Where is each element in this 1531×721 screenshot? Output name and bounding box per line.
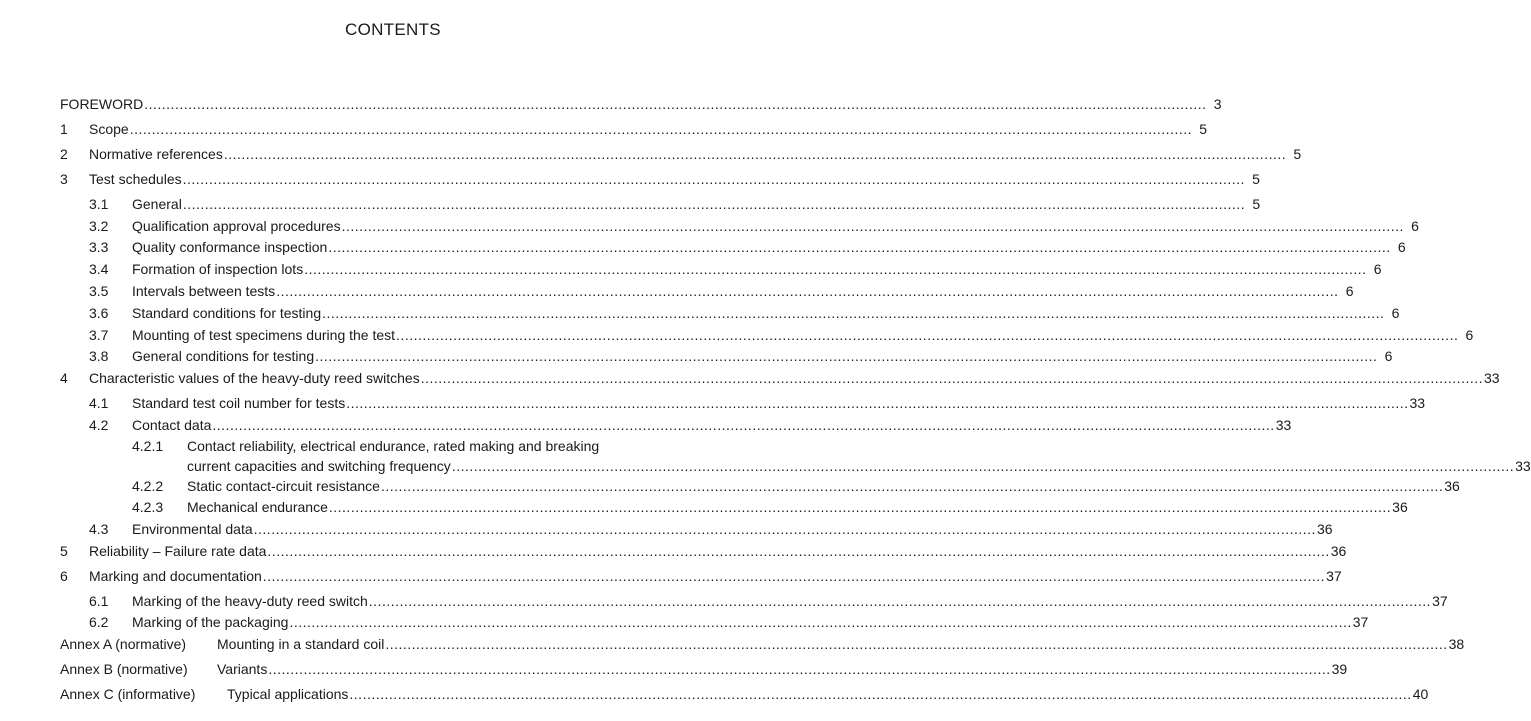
toc-entry-title: Formation of inspection lots — [132, 261, 304, 277]
toc-entry-number: 6.1 — [89, 593, 109, 609]
toc-entry-number: 1 — [60, 121, 68, 137]
toc-entry-number: 4.3 — [89, 521, 109, 537]
dot-leader — [381, 478, 1443, 494]
toc-entry-number: 4 — [60, 370, 68, 386]
toc-entry-title: Qualification approval procedures — [132, 218, 341, 234]
toc-page-number: 37 — [1352, 614, 1369, 630]
dot-leader — [289, 614, 1351, 630]
toc-page-number: 36 — [1444, 478, 1460, 494]
toc-entry[interactable] — [89, 568, 1342, 584]
dot-leader — [224, 146, 1286, 162]
toc-page-number: 6 — [1397, 239, 1406, 255]
toc-entry[interactable] — [187, 458, 1531, 474]
toc-page-number: 36 — [1330, 543, 1347, 559]
toc-entry-title: Mounting of test specimens during the test — [132, 327, 396, 343]
toc-page-number: 5 — [1293, 146, 1302, 162]
toc-entry-number: 2 — [60, 146, 68, 162]
toc-page-number: 37 — [1326, 568, 1342, 584]
toc-entry-title: Intervals between tests — [132, 283, 276, 299]
dot-leader — [346, 395, 1408, 411]
toc-entry-number: 4.2.1 — [132, 438, 164, 454]
toc-entry-number: 4.1 — [89, 395, 109, 411]
toc-entry-number: 4.2.3 — [132, 499, 164, 515]
toc-entry-number: 3.7 — [89, 327, 109, 343]
toc-entry-title: Quality conformance inspection — [132, 239, 328, 255]
toc-page-number: 6 — [1345, 283, 1354, 299]
toc-entry-title: Static contact-circuit resistance — [187, 478, 380, 494]
dot-leader — [315, 348, 1377, 364]
toc-page-number: 6 — [1373, 261, 1382, 277]
toc-page-number: 6 — [1465, 327, 1474, 343]
toc-page-number: 33 — [1515, 458, 1531, 474]
toc-page-number: 37 — [1432, 593, 1448, 609]
toc-entry-title: Mechanical endurance — [187, 499, 328, 515]
toc-entry-number: 3.1 — [89, 196, 109, 212]
toc-page-number: 40 — [1412, 686, 1429, 702]
toc-entry-number: 4.2.2 — [132, 478, 164, 494]
toc-entry-title: Mounting in a standard coil — [217, 636, 385, 652]
toc-entry[interactable] — [132, 593, 1448, 609]
toc-entry-title: Test schedules — [89, 171, 182, 187]
toc-entry-title: General — [132, 196, 182, 212]
toc-entry[interactable] — [187, 478, 1460, 494]
page-title: CONTENTS — [345, 20, 441, 39]
dot-leader — [263, 568, 1325, 584]
dot-leader — [342, 218, 1404, 234]
dot-leader — [276, 283, 1338, 299]
toc-entry-number: 3.6 — [89, 305, 109, 321]
toc-page-number: 33 — [1484, 370, 1500, 386]
toc-entry[interactable] — [132, 417, 1292, 433]
toc-entry-title: Typical applications — [227, 686, 349, 702]
toc-entry-number: 3 — [60, 171, 68, 187]
toc-entry[interactable] — [60, 96, 1222, 112]
dot-leader — [183, 171, 1245, 187]
dot-leader — [385, 636, 1447, 652]
toc-entry-title: Reliability – Failure rate data — [89, 543, 267, 559]
dot-leader — [144, 96, 1206, 112]
toc-page-number: 36 — [1316, 521, 1333, 537]
toc-entry[interactable] — [132, 283, 1354, 299]
toc-entry[interactable] — [187, 499, 1408, 515]
toc-entry-title-line1: Contact reliability, electrical endurance, rated making and breaking — [187, 438, 600, 454]
toc-page-number: 5 — [1199, 121, 1207, 137]
toc-entry-number: Annex B (normative) — [60, 661, 188, 677]
toc-entry[interactable] — [132, 305, 1400, 321]
toc-entry[interactable] — [132, 521, 1333, 537]
toc-entry[interactable] — [227, 686, 1429, 702]
dot-leader — [254, 521, 1316, 537]
toc-entry[interactable] — [89, 171, 1260, 187]
dot-leader — [349, 686, 1411, 702]
toc-page-number: 39 — [1331, 661, 1348, 677]
toc-entry-title: Characteristic values of the heavy-duty reed switches — [89, 370, 420, 386]
toc-page-number: 33 — [1409, 395, 1426, 411]
dot-leader — [396, 327, 1458, 343]
toc-entry-title: Standard test coil number for tests — [132, 395, 346, 411]
dot-leader — [452, 458, 1514, 474]
toc-entry[interactable] — [132, 239, 1406, 255]
toc-page-number: 38 — [1448, 636, 1465, 652]
toc-entry-number: 3.2 — [89, 218, 109, 234]
toc-entry-number: 3.3 — [89, 239, 109, 255]
toc-entry-title: Marking of the packaging — [132, 614, 289, 630]
toc-page-number: 5 — [1252, 196, 1261, 212]
toc-page-number: 3 — [1213, 96, 1222, 112]
toc-entry-title: Marking of the heavy-duty reed switch — [132, 593, 368, 609]
toc-entry[interactable] — [132, 348, 1393, 364]
dot-leader — [183, 196, 1245, 212]
dot-leader — [421, 370, 1483, 386]
toc-entry-title: current capacities and switching frequency — [187, 458, 451, 474]
toc-entry-title: Environmental data — [132, 521, 253, 537]
toc-entry[interactable] — [132, 218, 1419, 234]
toc-entry-title: Standard conditions for testing — [132, 305, 322, 321]
toc-entry-title: Contact data — [132, 417, 212, 433]
toc-entry-number: 6 — [60, 568, 68, 584]
toc-page-number: 6 — [1391, 305, 1400, 321]
toc-entry[interactable] — [132, 196, 1261, 212]
toc-entry-title: FOREWORD — [60, 96, 144, 112]
toc-page-number: 5 — [1252, 171, 1260, 187]
toc-entry-title: Normative references — [89, 146, 223, 162]
toc-page-number: 6 — [1411, 218, 1419, 234]
toc-entry-title: Marking and documentation — [89, 568, 262, 584]
toc-entry-number: Annex C (informative) — [60, 686, 196, 702]
dot-leader — [304, 261, 1366, 277]
dot-leader — [328, 239, 1390, 255]
toc-entry[interactable] — [89, 121, 1207, 137]
toc-entry[interactable] — [217, 661, 1348, 677]
toc-page-number: 33 — [1275, 417, 1292, 433]
dot-leader — [130, 121, 1192, 137]
toc-entry-number: 6.2 — [89, 614, 109, 630]
toc-entry[interactable] — [132, 261, 1382, 277]
toc-entry-title: General conditions for testing — [132, 348, 315, 364]
toc-entry[interactable] — [132, 614, 1369, 630]
toc-entry-number: 3.8 — [89, 348, 109, 364]
dot-leader — [212, 417, 1274, 433]
toc-entry-title: Variants — [217, 661, 268, 677]
dot-leader — [268, 661, 1330, 677]
toc-entry-title: Scope — [89, 121, 129, 137]
dot-leader — [322, 305, 1384, 321]
toc-entry-number: Annex A (normative) — [60, 636, 187, 652]
toc-entry[interactable] — [132, 327, 1474, 343]
toc-entry-number: 3.4 — [89, 261, 109, 277]
toc-page-number: 6 — [1384, 348, 1393, 364]
toc-entry[interactable] — [89, 543, 1347, 559]
toc-entry[interactable] — [89, 370, 1500, 386]
toc-page-number: 36 — [1392, 499, 1408, 515]
toc-entry-number: 5 — [60, 543, 68, 559]
toc-entry[interactable] — [89, 146, 1302, 162]
toc-entry-number: 3.5 — [89, 283, 109, 299]
dot-leader — [329, 499, 1391, 515]
dot-leader — [267, 543, 1329, 559]
toc-entry[interactable] — [132, 395, 1426, 411]
dot-leader — [369, 593, 1431, 609]
toc-entry-number: 4.2 — [89, 417, 109, 433]
toc-entry[interactable] — [217, 636, 1465, 652]
